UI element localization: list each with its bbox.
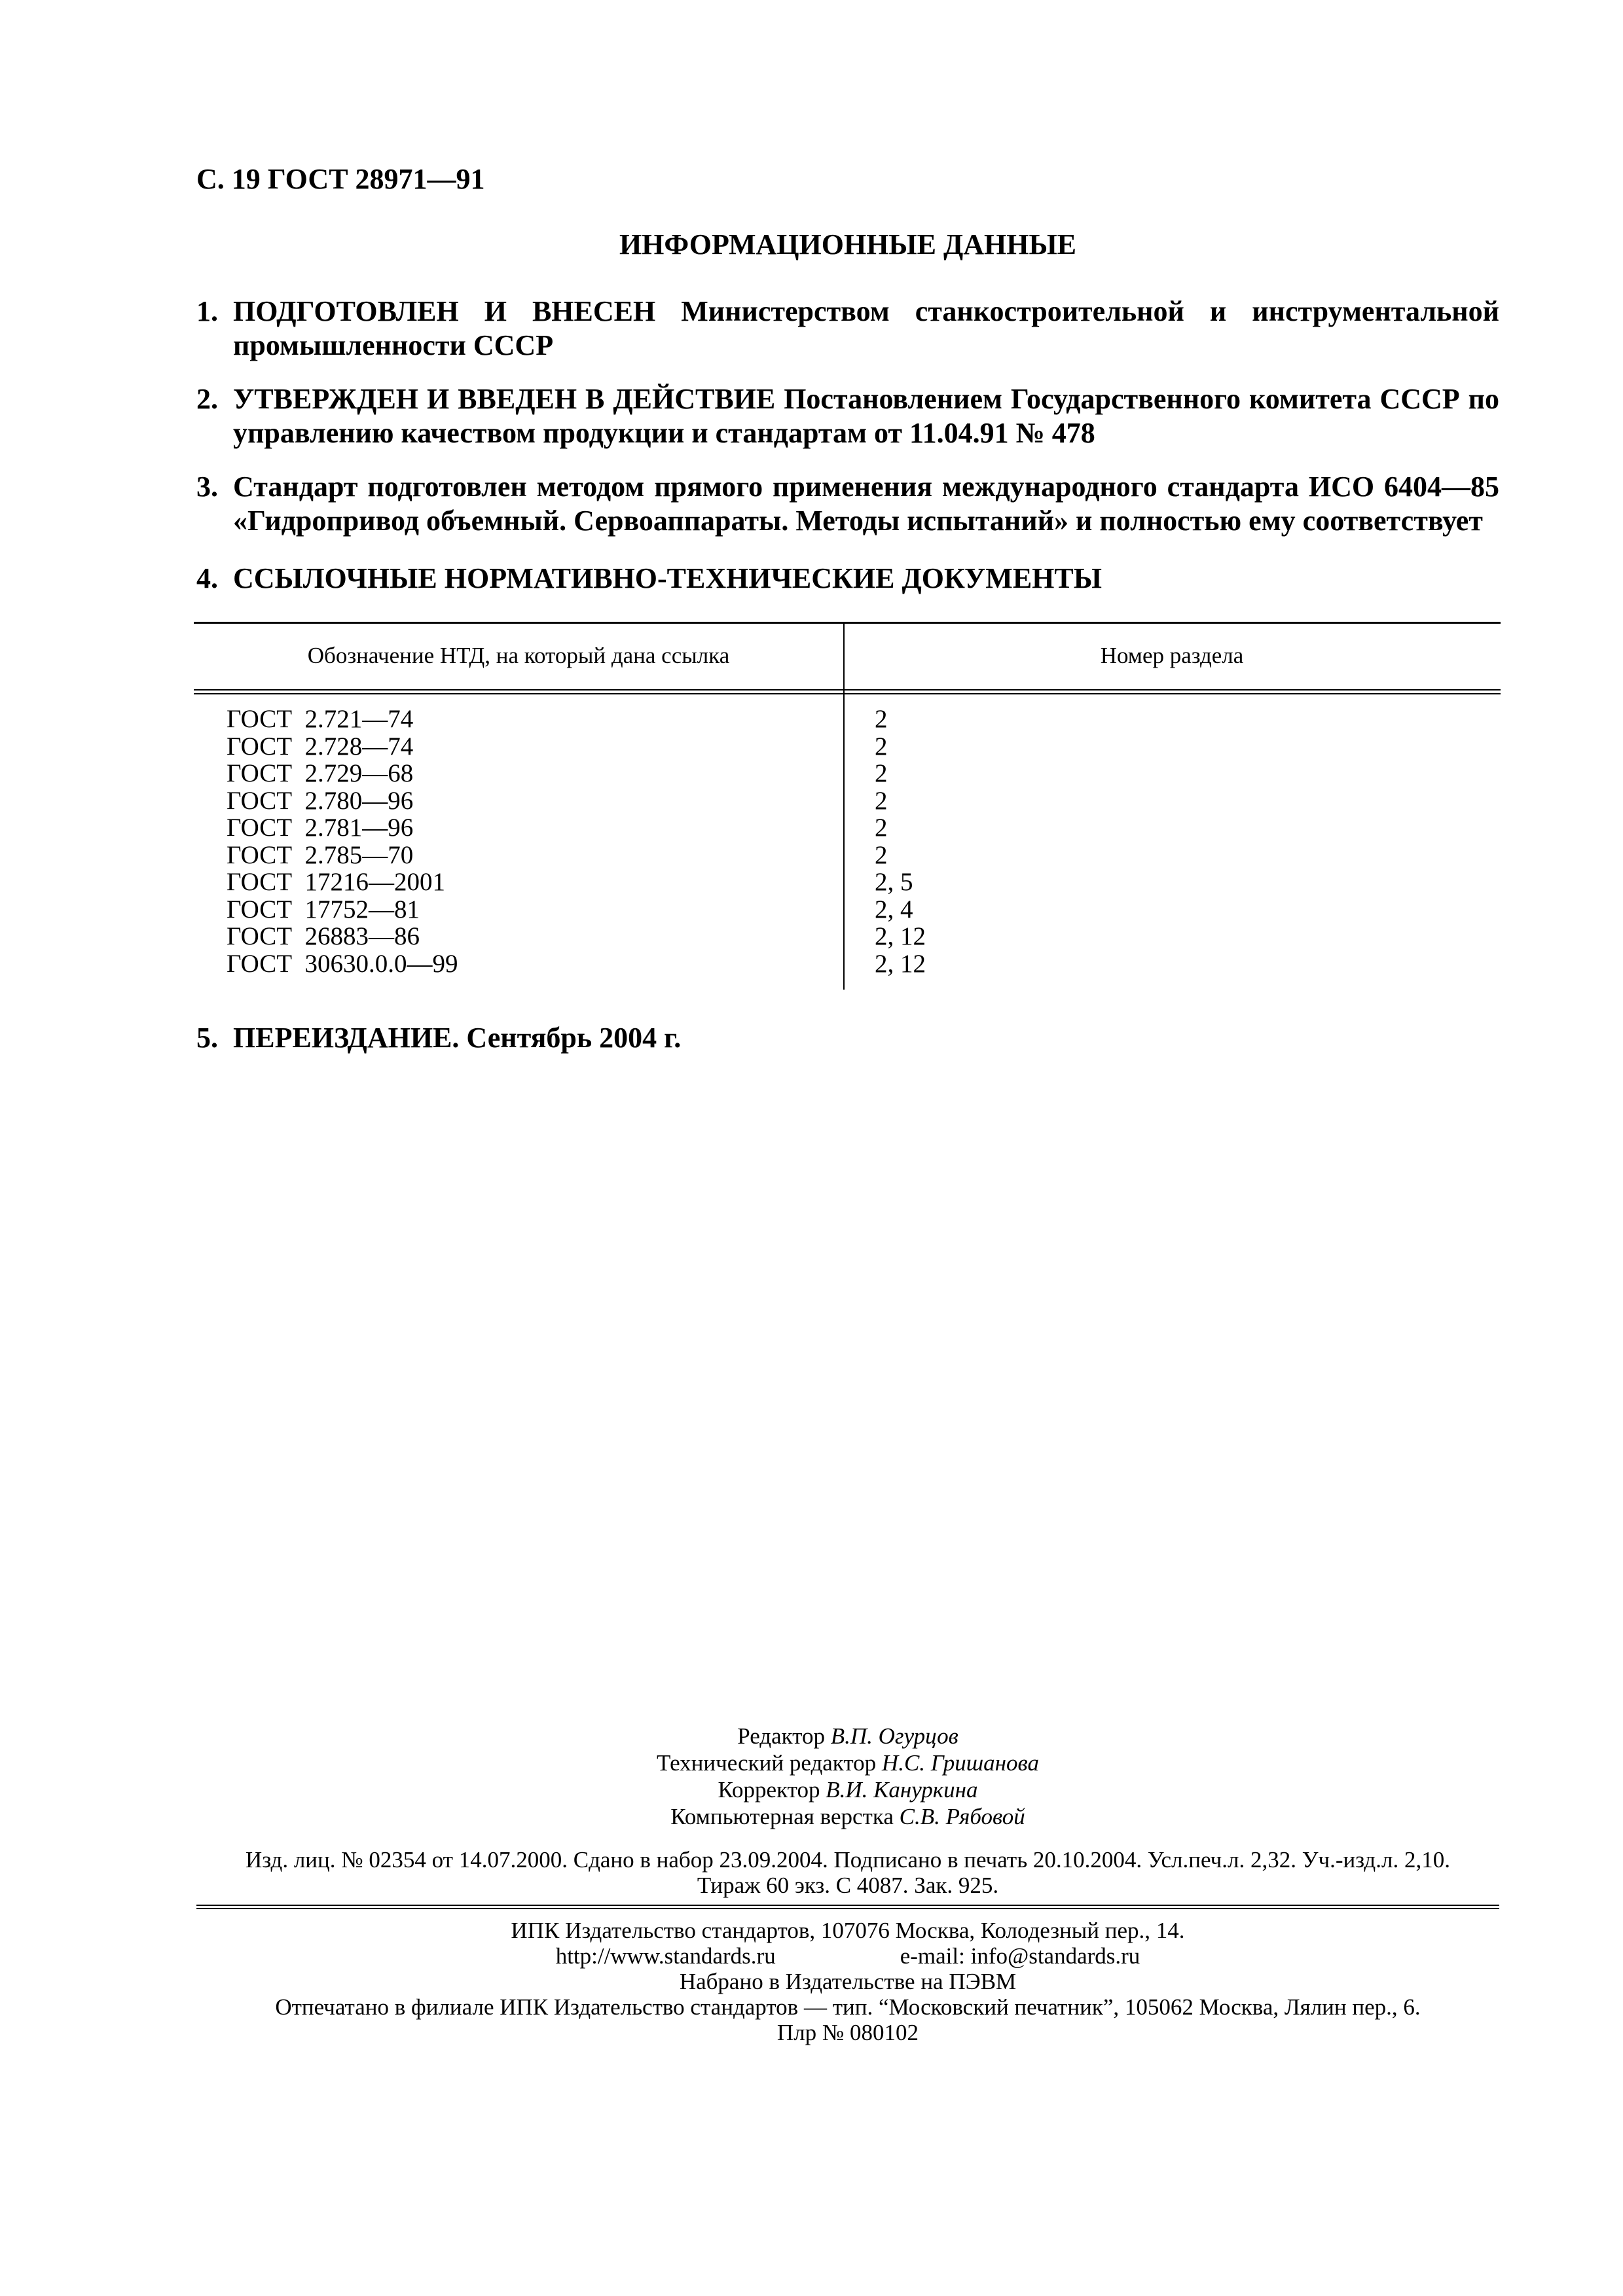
info-item-2 bbox=[196, 382, 1499, 450]
colophon-line bbox=[196, 1803, 1499, 1830]
cell-section: 2 bbox=[875, 840, 888, 869]
table-row bbox=[194, 706, 1501, 733]
colophon-role: Технический редактор bbox=[657, 1750, 882, 1776]
footer-separator-double bbox=[196, 1908, 1499, 1909]
item-text: Стандарт подготовлен методом прямого применения международного стандарта ИСО 6404—85 «Гидропривод объемный. Сервоаппараты. Методы испытаний» и полностью ему соответствует bbox=[233, 471, 1499, 537]
item-lead: ПОДГОТОВЛЕН И ВНЕСЕН bbox=[233, 295, 656, 327]
table-row bbox=[194, 923, 1501, 950]
item-text bbox=[233, 295, 1499, 363]
cell-section: 2, 12 bbox=[875, 922, 926, 950]
cell-section: 2 bbox=[875, 814, 888, 842]
table-row bbox=[194, 842, 1501, 869]
table-row bbox=[194, 733, 1501, 761]
cell-designation: ГОСТ 2.785—70 bbox=[227, 840, 414, 869]
cell-section: 2 bbox=[875, 786, 888, 815]
website-link[interactable]: http://www.standards.ru bbox=[555, 1943, 776, 1969]
table-row bbox=[194, 814, 1501, 842]
cell-section: 2 bbox=[875, 759, 888, 787]
table-header-section: Номер раздела bbox=[1100, 643, 1244, 668]
table-row bbox=[194, 787, 1501, 815]
item-number: 1. bbox=[196, 295, 218, 327]
info-item-4 bbox=[196, 562, 1499, 596]
publication-info-line: Изд. лиц. № 02354 от 14.07.2000. Сдано в набор 23.09.2004. Подписано в печать 20.10.2004. Усл.печ.л. 2,32. Уч.-изд.л. 2,10. bbox=[246, 1847, 1450, 1873]
info-item-5 bbox=[196, 1021, 1499, 1055]
colophon-line bbox=[196, 1776, 1499, 1803]
colophon-role: Редактор bbox=[737, 1723, 831, 1749]
cell-designation: ГОСТ 17216—2001 bbox=[227, 868, 446, 896]
email-link[interactable]: e-mail: info@standards.ru bbox=[900, 1943, 1140, 1969]
item-lead: УТВЕРЖДЕН И ВВЕДЕН В ДЕЙСТВИЕ bbox=[233, 383, 776, 415]
colophon-role: Корректор bbox=[718, 1777, 826, 1803]
colophon-line bbox=[196, 1749, 1499, 1776]
imprint-printed: Отпечатано в филиале ИПК Издательство стандартов — тип. “Московский печатник”, 105062 Москва, Лялин пер., 6. bbox=[275, 1994, 1421, 2020]
colophon-person: С.В. Рябовой bbox=[899, 1804, 1025, 1829]
colophon bbox=[196, 1723, 1499, 1830]
imprint-typeset: Набрано в Издательстве на ПЭВМ bbox=[679, 1969, 1017, 1994]
table-body bbox=[194, 706, 1501, 977]
item-text: ССЫЛОЧНЫЕ НОРМАТИВНО-ТЕХНИЧЕСКИЕ ДОКУМЕНТЫ bbox=[233, 562, 1102, 594]
publication-info-line: Тираж 60 экз. С 4087. Зак. 925. bbox=[697, 1873, 999, 1898]
colophon-line bbox=[196, 1723, 1499, 1749]
cell-designation: ГОСТ 2.728—74 bbox=[227, 732, 414, 761]
imprint-address: ИПК Издательство стандартов, 107076 Москва, Колодезный пер., 14. bbox=[511, 1918, 1185, 1943]
item-rest: Постановлением Государственного комитета СССР по управлению качеством продукции и стандартам от 11.04.91 № 478 bbox=[233, 383, 1499, 449]
table-row bbox=[194, 896, 1501, 924]
item-rest: Министерством станкостроительной и инструментальной промышленности СССР bbox=[233, 295, 1500, 361]
table-header-designation: Обозначение НТД, на который дана ссылка bbox=[307, 643, 730, 668]
publication-info bbox=[196, 1847, 1499, 1898]
item-text: ПЕРЕИЗДАНИЕ. Сентябрь 2004 г. bbox=[233, 1022, 682, 1054]
page-header: С. 19 ГОСТ 28971—91 bbox=[196, 163, 485, 195]
item-number: 5. bbox=[196, 1022, 218, 1054]
imprint bbox=[196, 1918, 1499, 2045]
item-number: 4. bbox=[196, 562, 218, 594]
cell-designation: ГОСТ 2.729—68 bbox=[227, 759, 414, 787]
item-text bbox=[233, 382, 1499, 450]
item-number: 2. bbox=[196, 383, 218, 415]
section-title: ИНФОРМАЦИОННЫЕ ДАННЫЕ bbox=[619, 228, 1077, 260]
cell-designation: ГОСТ 26883—86 bbox=[227, 922, 420, 950]
reference-table bbox=[194, 622, 1501, 995]
cell-designation: ГОСТ 17752—81 bbox=[227, 895, 420, 924]
table-row bbox=[194, 950, 1501, 978]
cell-section: 2, 12 bbox=[875, 949, 926, 978]
table-header-rule-double bbox=[194, 693, 1501, 694]
item-number: 3. bbox=[196, 471, 218, 503]
cell-section: 2, 4 bbox=[875, 895, 913, 924]
table-row bbox=[194, 760, 1501, 787]
cell-designation: ГОСТ 2.721—74 bbox=[227, 705, 414, 733]
info-item-3 bbox=[196, 470, 1499, 538]
colophon-role: Компьютерная верстка bbox=[670, 1804, 900, 1829]
table-header-rule bbox=[194, 689, 1501, 691]
imprint-contacts bbox=[196, 1943, 1499, 1969]
cell-designation: ГОСТ 2.780—96 bbox=[227, 786, 414, 815]
footer-separator bbox=[196, 1905, 1499, 1906]
cell-section: 2, 5 bbox=[875, 868, 913, 896]
info-item-1 bbox=[196, 295, 1499, 363]
table-row bbox=[194, 869, 1501, 896]
colophon-person: В.П. Огурцов bbox=[830, 1723, 958, 1749]
imprint-license: Плр № 080102 bbox=[776, 2020, 919, 2045]
colophon-person: В.И. Кануркина bbox=[826, 1777, 978, 1803]
cell-section: 2 bbox=[875, 705, 888, 733]
cell-designation: ГОСТ 2.781—96 bbox=[227, 814, 414, 842]
cell-designation: ГОСТ 30630.0.0—99 bbox=[227, 949, 458, 978]
colophon-person: Н.С. Гришанова bbox=[881, 1750, 1039, 1776]
cell-section: 2 bbox=[875, 732, 888, 761]
